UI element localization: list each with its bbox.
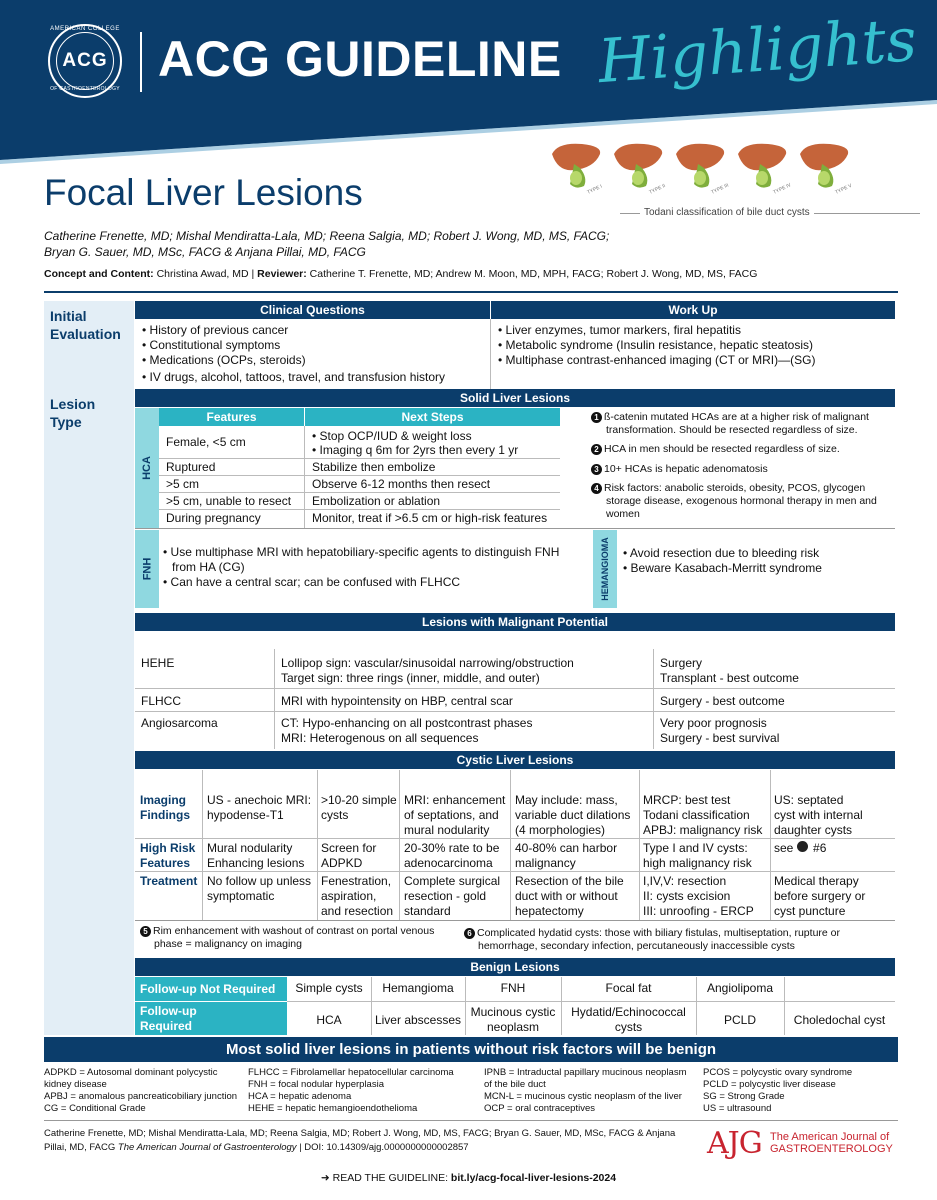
clinical-item	[142, 353, 306, 368]
cystic-divider	[510, 770, 511, 920]
hca-feature: Female, <5 cm	[166, 435, 246, 449]
clinical-item-4: • IV drugs, alcohol, tattoos, travel, and transfusion history	[142, 370, 445, 384]
note-number: 4	[591, 483, 602, 494]
benign-not-required: Focal fat	[605, 981, 652, 995]
benign-not-required: Angiolipoma	[706, 981, 774, 995]
reviewer-label: Reviewer:	[257, 268, 307, 280]
cystic-divider	[639, 770, 640, 920]
malignant-lesion: FLHCC	[141, 694, 182, 708]
hca-row-divider	[159, 475, 560, 476]
note-number: 5	[140, 926, 151, 937]
header-highlights-script: Highlights	[595, 4, 919, 98]
malignant-row-divider	[135, 711, 895, 712]
imaging-findings-label	[140, 793, 190, 823]
cystic-col: PCLD	[341, 772, 375, 786]
hca-row-divider	[159, 458, 560, 459]
hemangioma-item-2: • Beware Kasabach-Merritt syndrome	[623, 561, 822, 575]
citation-line-1: Catherine Frenette, MD; Mishal Mendiratta-Lala, MD; Reena Salgia, MD; Robert J. Wong, MD, MS, FACG; Bryan G. Sauer, MD, MSc, FACG & Anjana	[44, 1128, 676, 1139]
imaging-cell-line: variable duct dilations	[515, 808, 631, 822]
note-number: 6	[464, 928, 475, 939]
risk-cell	[774, 841, 826, 856]
cystic-col: Choledochal Cysts	[650, 772, 759, 786]
hca-note-2: HCA in men should be resected regardless of size.	[604, 443, 840, 455]
hca-note-1b: transformation. Should be resected regardless of size.	[606, 424, 858, 436]
abbrev-item: FLHCC = Fibrolamellar hepatocellular carcinoma	[248, 1067, 454, 1078]
hca-label	[135, 408, 159, 528]
initial-divider	[490, 319, 491, 389]
cystic-col: Hydatid Cysts	[792, 772, 873, 786]
hca-next-1a: • Stop OCP/IUD & weight loss	[312, 429, 472, 443]
note-5-line-2: phase = malignancy on imaging	[154, 938, 302, 950]
malignant-imaging: CT: Hypo-enhancing on all postcontrast phases	[281, 716, 533, 730]
clinical-item	[142, 323, 288, 338]
treatment-cell-line: standard	[404, 904, 451, 918]
cystic-divider	[202, 770, 203, 920]
imaging-cell-line: MRI: enhancement	[404, 793, 506, 807]
imaging-cell	[515, 793, 630, 838]
abbrev-item: FNH = focal nodular hyperplasia	[248, 1079, 384, 1090]
hca-label-text: HCA	[141, 456, 153, 480]
clinical-item-2: • Constitutional symptoms	[142, 338, 280, 352]
acg-logo: ACG	[56, 32, 114, 90]
treatment-cell	[515, 874, 624, 919]
malignant-treatment: Surgery	[660, 656, 703, 670]
todani-type-label: TYPE IV	[772, 182, 793, 196]
hemangioma-label	[593, 530, 617, 608]
abbrev-item: ADPKD = Autosomal dominant polycystic	[44, 1067, 218, 1078]
malignant-imaging: Target sign: three rings (inner, middle, and outer)	[281, 671, 540, 685]
malignant-lesion: HEHE	[141, 656, 175, 670]
citation-line-2	[44, 1141, 704, 1155]
treatment-cell-line: resection - gold	[404, 889, 487, 903]
hca-next: Embolization or ablation	[312, 494, 441, 508]
treatment-cell	[207, 874, 311, 904]
malignant-row-divider	[135, 688, 895, 689]
abbrev-item: HCA = hepatic adenoma	[248, 1091, 352, 1102]
col-treatment: Treatment	[660, 633, 718, 647]
imaging-cell-line: daughter cysts	[774, 823, 853, 837]
treatment-cell-line: III: unroofing - ERCP	[643, 904, 754, 918]
malignant-treatment: Surgery - best outcome	[660, 694, 785, 708]
treatment-cell-line: Medical therapy	[774, 874, 859, 888]
ajg-name-2: GASTROENTEROLOGY	[770, 1143, 893, 1155]
imaging-cell	[207, 793, 311, 823]
col-lesion: Lesion	[141, 633, 180, 647]
cystic-row-divider	[135, 920, 895, 921]
top-rule	[44, 291, 898, 293]
cystic-divider	[317, 770, 318, 920]
solid-divider	[135, 528, 895, 529]
abbrev-item: US = ultrasound	[703, 1103, 772, 1114]
malignant-imaging: MRI with hypointensity on HBP, central scar	[281, 694, 513, 708]
benign-not-required: Simple cysts	[295, 981, 363, 995]
clinical-item-1: • History of previous cancer	[142, 323, 288, 337]
imaging-cell-line: May include: mass,	[515, 793, 618, 807]
malignant-divider	[274, 649, 275, 749]
benign-required: PCLD	[723, 1013, 756, 1027]
abbrev-col-4	[703, 1067, 852, 1115]
header-divider	[140, 32, 142, 92]
hemangioma-label-text: HEMANGIOMA	[600, 537, 610, 601]
liver-illustration	[548, 140, 602, 196]
fnh-item-1a: • Use multiphase MRI with hepatobiliary-specific agents to distinguish FNH	[163, 545, 559, 559]
hemangioma-item	[623, 561, 822, 576]
risk-see: see	[774, 841, 794, 855]
risk-cell-line: malignancy	[515, 856, 576, 870]
read-guideline	[0, 1171, 937, 1186]
imaging-cell-line: cysts	[321, 808, 349, 822]
note-number: 2	[591, 444, 602, 455]
initial-label-line-1: Initial	[50, 308, 87, 324]
risk-cell-line: adenocarcinoma	[404, 856, 493, 870]
risk-cell-line: 40-80% can harbor	[515, 841, 618, 855]
hemangioma-item	[623, 546, 819, 561]
treatment-cell-line: II: cysts excision	[643, 889, 731, 903]
hca-note-3: 10+ HCAs is hepatic adenomatosis	[604, 463, 768, 475]
cystic-divider	[770, 770, 771, 920]
abbrev-item: PCLD = polycystic liver disease	[703, 1079, 836, 1090]
treatment-cell-line: cyst puncture	[774, 904, 846, 918]
imaging-cell-line: Todani classification	[643, 808, 750, 822]
hca-note-4a: Risk factors: anabolic steroids, obesity, PCOS, glycogen	[604, 482, 866, 494]
cystic-col: MCN-L	[435, 772, 474, 786]
note-number: 1	[591, 412, 602, 423]
imaging-cell-line: >10-20 simple	[321, 793, 397, 807]
hca-feature: >5 cm, unable to resect	[166, 494, 292, 508]
fnh-item-2: • Can have a central scar; can be confused with FLHCC	[163, 575, 460, 589]
abbrev-item: SG = Strong Grade	[703, 1091, 785, 1102]
guideline-link[interactable]: bit.ly/acg-focal-liver-lesions-2024	[450, 1172, 617, 1184]
imaging-cell-line: US: septated	[774, 793, 844, 807]
treatment-cell	[321, 874, 393, 919]
risk-cell	[404, 841, 499, 871]
workup-header: Work Up	[491, 301, 895, 319]
note-5-line-1: Rim enhancement with washout of contrast on portal venous	[153, 925, 435, 937]
ajg-logo: AJG	[707, 1126, 762, 1161]
hca-note-4b: storage disease, exogenous hormonal therapy in men and	[606, 495, 877, 507]
abbrev-item: HEHE = hepatic hemangioendothelioma	[248, 1103, 418, 1114]
treatment-cell-line: I,IV,V: resection	[643, 874, 727, 888]
cystic-col: Simple Cyst	[225, 772, 294, 786]
imaging-label-1: Imaging	[140, 793, 187, 807]
imaging-cell	[774, 793, 863, 838]
logo-bottom-text: OF GASTROENTEROLOGY	[50, 86, 120, 92]
abbrev-item: CG = Conditional Grade	[44, 1103, 146, 1114]
treatment-cell-line: and resection	[321, 904, 394, 918]
fnh-item	[163, 545, 559, 560]
cystic-row-divider	[135, 871, 895, 872]
hca-note	[591, 482, 865, 495]
benign-required: HCA	[316, 1013, 342, 1027]
risk-cell-line: Screen for	[321, 841, 377, 855]
abbrev-item: kidney disease	[44, 1079, 107, 1090]
ajg-name	[770, 1131, 893, 1155]
benign-required-line: Mucinous cystic	[470, 1005, 556, 1019]
not-required-label: Follow-up Not Required	[135, 977, 287, 1001]
treatment-cell-line: No follow up unless	[207, 874, 312, 888]
risk-cell-line: ADPKD	[321, 856, 363, 870]
risk-cell-line: Type I and IV cysts:	[643, 841, 748, 855]
lesion-label	[50, 395, 95, 431]
lesion-label-line-1: Lesion	[50, 396, 96, 412]
reviewer-value: Catherine T. Frenette, MD; Andrew M. Moon, MD, MPH, FACG; Robert J. Wong, MD, MS, FACG	[306, 268, 758, 280]
todani-caption: Todani classification of bile duct cysts	[640, 207, 814, 218]
liver-illustration	[734, 140, 793, 196]
note-number: 3	[591, 464, 602, 475]
high-risk-label	[140, 841, 195, 871]
hemangioma-item-1: • Avoid resection due to bleeding risk	[623, 546, 819, 560]
hca-note	[591, 411, 869, 424]
imaging-cell-line: mural nodularity	[404, 823, 490, 837]
abbrev-col-3	[484, 1067, 687, 1115]
bottom-banner: Most solid liver lesions in patients without risk factors will be benign	[44, 1037, 898, 1062]
hca-note-4c: women	[606, 508, 640, 520]
initial-label	[50, 307, 121, 343]
imaging-cell-line: (4 morphologies)	[515, 823, 606, 837]
citation-doi: | DOI: 10.14309/ajg.0000000000002857	[296, 1142, 469, 1153]
imaging-label-2: Findings	[140, 808, 190, 822]
imaging-cell	[643, 793, 762, 838]
imaging-cell-line: hypodense-T1	[207, 808, 284, 822]
workup-item-2: • Metabolic syndrome (Insulin resistance, hepatic steatosis)	[498, 338, 813, 352]
imaging-cell-line: APBJ: malignancy risk	[643, 823, 763, 837]
treatment-cell	[774, 874, 865, 919]
concept-value: Christina Awad, MD |	[153, 268, 258, 280]
authors-line-2: Bryan G. Sauer, MD, MSc, FACG & Anjana Pillai, MD, FACG	[44, 245, 366, 259]
hca-next: Stabilize then embolize	[312, 460, 436, 474]
hca-next	[312, 443, 518, 458]
imaging-cell-line: MRCP: best test	[643, 793, 731, 807]
authors-line-1: Catherine Frenette, MD; Mishal Mendiratta-Lala, MD; Reena Salgia, MD; Robert J. Wong, MD, MS, FACG;	[44, 229, 610, 243]
page-title: Focal Liver Lesions	[44, 172, 363, 213]
features-header: Features	[159, 408, 304, 426]
authors	[44, 228, 644, 260]
hca-feature: During pregnancy	[166, 511, 261, 525]
fnh-item	[163, 575, 460, 590]
concept-label: Concept and Content:	[44, 268, 154, 280]
citation	[44, 1127, 704, 1155]
imaging-cell	[404, 793, 505, 838]
liver-illustration	[796, 140, 853, 196]
lesion-label-line-2: Type	[50, 414, 82, 430]
hca-next: Monitor, treat if >6.5 cm or high-risk features	[312, 511, 548, 525]
clinical-item	[142, 338, 280, 353]
hca-next: Observe 6-12 months then resect	[312, 477, 491, 491]
benign-required: Choledochal cyst	[793, 1013, 886, 1027]
workup-item-1: • Liver enzymes, tumor markers, firal hepatitis	[498, 323, 741, 337]
imaging-cell-line: US - anechoic MRI:	[207, 793, 312, 807]
citation-authors-end: Pillai, MD, FACG	[44, 1142, 118, 1153]
hca-note-1a: ß-catenin mutated HCAs are at a higher risk of malignant	[604, 411, 869, 423]
benign-header: Benign Lesions	[135, 958, 895, 976]
workup-item	[498, 338, 813, 353]
cystic-divider	[399, 770, 400, 920]
hca-next-1b: • Imaging q 6m for 2yrs then every 1 yr	[312, 443, 518, 457]
hca-feature: Ruptured	[166, 460, 216, 474]
risk-cell	[207, 841, 304, 871]
treatment-cell-line: hepatectomy	[515, 904, 584, 918]
risk-cell-line: Enhancing lesions	[207, 856, 305, 870]
read-label: READ THE GUIDELINE:	[332, 1172, 451, 1184]
malignant-treatment: Very poor prognosis	[660, 716, 767, 730]
note-6-line-2: hemorrhage, secondary infection, percutaneously inaccessible cysts	[478, 940, 795, 952]
liver-illustration	[672, 140, 730, 196]
abbrev-item: OCP = oral contraceptives	[484, 1103, 595, 1114]
risk-cell-line: high malignancy risk	[643, 856, 752, 870]
fnh-label	[135, 530, 159, 608]
hca-feature: >5 cm	[166, 477, 200, 491]
note-5	[140, 925, 434, 938]
malignant-treatment: Transplant - best outcome	[660, 671, 799, 685]
treatment-cell-line: Resection of the bile	[515, 874, 624, 888]
treatment-cell	[404, 874, 500, 919]
solid-lesions-header: Solid Liver Lesions	[135, 389, 895, 407]
note-6	[464, 927, 840, 940]
imaging-cell-line: of septations, and	[404, 808, 499, 822]
benign-not-required: FNH	[500, 981, 526, 995]
abbrev-item: APBJ = anomalous pancreaticobiliary junction	[44, 1091, 238, 1102]
required-label	[135, 1002, 287, 1035]
treatment-cell-line: before surgery or	[774, 889, 866, 903]
treatment-cell-line: symptomatic	[207, 889, 275, 903]
malignant-treatment: Surgery - best survival	[660, 731, 780, 745]
treatment-cell-line: duct with or without	[515, 889, 618, 903]
workup-item	[498, 323, 741, 338]
treatment-cell-line: Fenestration,	[321, 874, 392, 888]
todani-type-label: TYPE II	[648, 183, 667, 196]
footer-rule	[44, 1120, 898, 1121]
fnh-item-1b: from HA (CG)	[172, 560, 245, 574]
malignant-imaging: MRI: Heterogenous on all sequences	[281, 731, 479, 745]
benign-required-line: cysts	[614, 1020, 643, 1034]
abbrev-item: MCN-L = mucinous cystic neoplasm of the liver	[484, 1091, 682, 1102]
abbrev-col-2	[248, 1067, 454, 1115]
benign-required	[561, 1005, 696, 1035]
benign-required	[465, 1005, 561, 1035]
todani-type-label: TYPE III	[710, 182, 730, 196]
concept-line	[44, 268, 757, 280]
malignant-lesion: Angiosarcoma	[141, 716, 218, 730]
abbrev-col-1	[44, 1067, 237, 1115]
risk-cell-line: Mural nodularity	[207, 841, 293, 855]
cystic-col: IPNB	[560, 772, 589, 786]
benign-required-line: Hydatid/Echinococcal	[571, 1005, 686, 1019]
risk-cell-line: 20-30% rate to be	[404, 841, 500, 855]
todani-type-label: TYPE V	[834, 182, 853, 196]
ajg-name-1: The American Journal of	[770, 1131, 890, 1143]
logo-top-text: AMERICAN COLLEGE	[50, 26, 120, 32]
citation-journal: The American Journal of Gastroenterology	[117, 1142, 297, 1153]
clinical-item-3: • Medications (OCPs, steroids)	[142, 353, 306, 367]
benign-required-line: neoplasm	[486, 1020, 540, 1034]
benign-row-divider	[287, 1001, 895, 1002]
risk-see-ref: #6	[813, 841, 827, 855]
malignant-header: Lesions with Malignant Potential	[135, 613, 895, 631]
col-imaging: Imaging Finding	[281, 633, 374, 647]
initial-label-line-2: Evaluation	[50, 326, 121, 342]
next-steps-header: Next Steps	[305, 408, 560, 426]
abbrev-item: of the bile duct	[484, 1079, 546, 1090]
risk-label-2: Features	[140, 856, 191, 870]
benign-not-required: Hemangioma	[382, 981, 454, 995]
hca-col-divider	[304, 426, 305, 528]
fnh-label-text: FNH	[140, 557, 153, 581]
clinical-item	[142, 370, 445, 385]
required-label-1: Follow-up	[140, 1004, 197, 1018]
treatment-cell-line: Complete surgical	[404, 874, 501, 888]
note-6-icon	[797, 841, 808, 852]
imaging-cell-line: cyst with internal	[774, 808, 863, 822]
cystic-row-divider	[135, 838, 895, 839]
workup-item	[498, 353, 815, 368]
abbrev-item: IPNB = Intraductal papillary mucinous neoplasm	[484, 1067, 687, 1078]
risk-cell	[643, 841, 752, 871]
risk-cell	[321, 841, 376, 871]
hca-note	[591, 463, 768, 476]
benign-required: Liver abscesses	[374, 1013, 462, 1027]
hca-row-divider	[159, 492, 560, 493]
liver-illustration	[610, 140, 667, 196]
hca-note	[591, 443, 840, 456]
lesion-label-bg	[44, 389, 134, 1035]
arrow-icon: ➜	[320, 1172, 330, 1184]
risk-cell	[515, 841, 617, 871]
header-title: ACG GUIDELINE	[158, 31, 562, 87]
treatment-cell-line: aspiration,	[321, 889, 377, 903]
cystic-header: Cystic Liver Lesions	[135, 751, 895, 769]
hca-row-divider	[159, 509, 560, 510]
workup-item-3: • Multiphase contrast-enhanced imaging (CT or MRI)—(SG)	[498, 353, 815, 367]
imaging-cell	[321, 793, 397, 823]
treatment-cell	[643, 874, 754, 919]
treatment-label: Treatment	[140, 874, 198, 888]
malignant-divider	[653, 649, 654, 749]
risk-label-1: High Risk	[140, 841, 196, 855]
abbrev-item: PCOS = polycystic ovary syndrome	[703, 1067, 853, 1078]
note-6-line-1: Complicated hydatid cysts: those with biliary fistulas, multiseptation, rupture or	[477, 927, 840, 939]
hca-next	[312, 429, 472, 444]
todani-type-label: TYPE I	[586, 183, 604, 196]
clinical-questions-header: Clinical Questions	[135, 301, 490, 319]
malignant-imaging: Lollipop sign: vascular/sinusoidal narrowing/obstruction	[281, 656, 574, 670]
required-label-2: Required	[140, 1019, 193, 1033]
